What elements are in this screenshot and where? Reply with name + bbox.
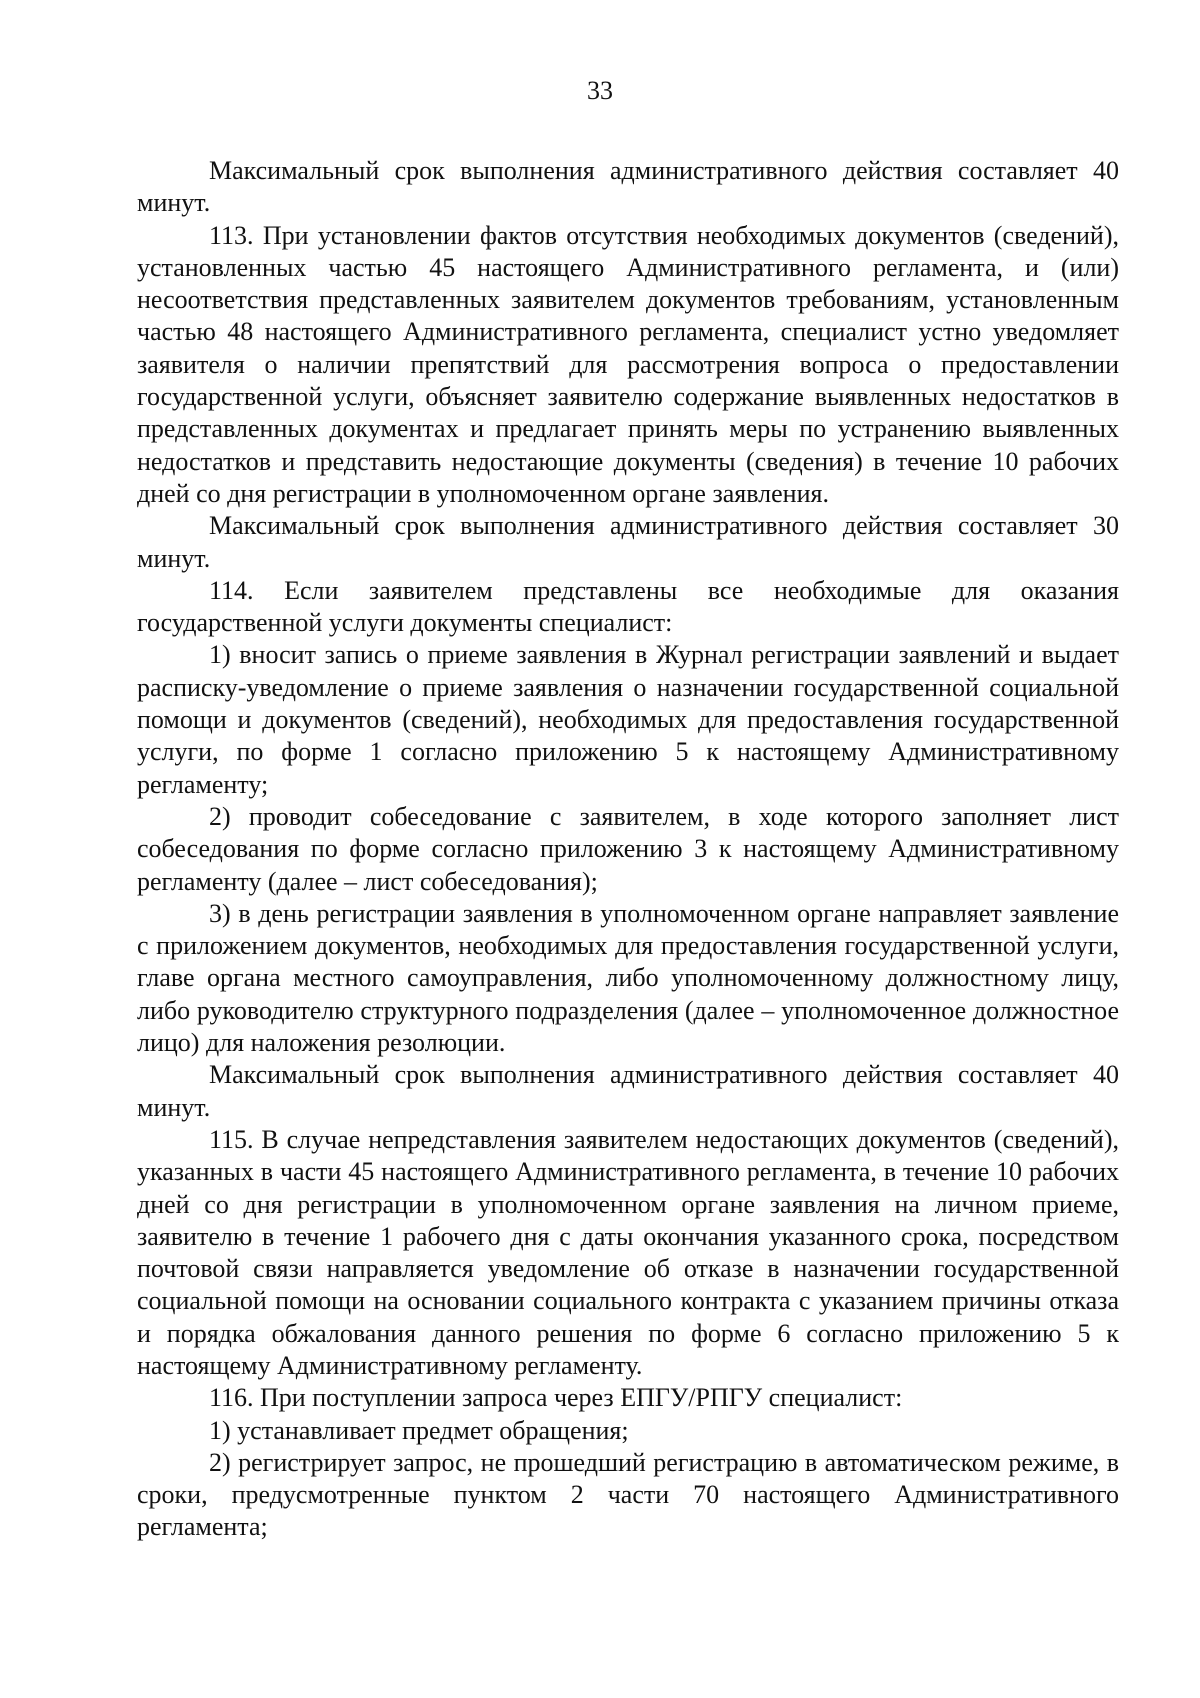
paragraph-116: 116. При поступлении запроса через ЕПГУ/РПГУ специалист: (209, 1383, 903, 1413)
paragraph-max-time-40-first: Максимальный срок выполнения административного действия составляет 40 минут. (137, 156, 1119, 218)
paragraph-114-item-1: 1) вносит запись о приеме заявления в Журнал регистрации заявлений и выдает расписку-уведомление о приеме заявления о назначении государственной социальной помощи и документов (сведений), необходимых для предоставления государственной услуги, по форме 1 согласно приложению 5 к настоящему Административному регламенту; (137, 640, 1119, 799)
paragraph-max-time-30: Максимальный срок выполнения административного действия составляет 30 минут. (137, 511, 1119, 573)
paragraph-max-time-40-second: Максимальный срок выполнения административного действия составляет 40 минут. (137, 1060, 1119, 1122)
document-body (137, 155, 1119, 1544)
page-number: 33 (587, 76, 613, 105)
paragraph-114-item-3: 3) в день регистрации заявления в уполномоченном органе направляет заявление с приложением документов, необходимых для предоставления государственной услуги, главе органа местного самоуправления, либо уполномоченному должностному лицу, либо руководителю структурного подразделения (далее – уполномоченное должностное лицо) для наложения резолюции. (137, 898, 1119, 1058)
paragraph-113: 113. При установлении фактов отсутствия необходимых документов (сведений), установленных частью 45 настоящего Административного регламента, и (или) несоответствия представленных заявителем документов требованиям, установленным частью 48 настоящего Административного регламента, специалист устно уведомляет заявителя о наличии препятствий для рассмотрения вопроса о предоставлении государственной услуги, объясняет заявителю содержание выявленных недостатков в представленных документах и предлагает принять меры по устранению выявленных недостатков и представить недостающие документы (сведения) в течение 10 рабочих дней со дня регистрации в уполномоченном органе заявления. (137, 220, 1119, 508)
paragraph-116-item-2: 2) регистрирует запрос, не прошедший регистрацию в автоматическом режиме, в сроки, предусмотренные пунктом 2 части 70 настоящего Административного регламента; (137, 1447, 1119, 1542)
paragraph-116-item-1: 1) устанавливает предмет обращения; (209, 1415, 629, 1445)
paragraph-114-item-2: 2) проводит собеседование с заявителем, в ходе которого заполняет лист собеседования по форме согласно приложению 3 к настоящему Административному регламенту (далее – лист собеседования); (137, 801, 1119, 896)
paragraph-115: 115. В случае непредставления заявителем недостающих документов (сведений), указанных в части 45 настоящего Административного регламента, в течение 10 рабочих дней со дня регистрации в уполномоченном органе заявления на личном приеме, заявителю в течение 1 рабочего дня с даты окончания указанного срока, посредством почтовой связи направляется уведомление об отказе в назначении государственной социальной помощи на основании социального контракта с указанием причины отказа и порядка обжалования данного решения по форме 6 согласно приложению 5 к настоящему Административному регламенту. (137, 1124, 1119, 1380)
paragraph-114: 114. Если заявителем представлены все необходимые для оказания государственной услуги документы специалист: (137, 575, 1119, 638)
